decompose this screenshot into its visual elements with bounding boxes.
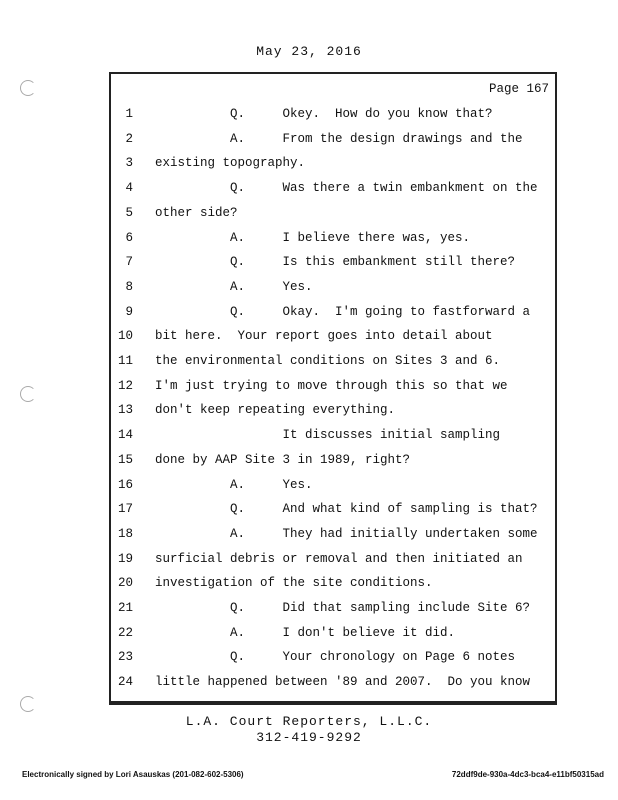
line-text: I'm just trying to move through this so that we <box>155 378 508 393</box>
line-number: 15 <box>117 452 133 467</box>
transcript-line <box>111 502 557 522</box>
electronic-signature: Electronically signed by Lori Asauskas (201-082-602-5306) <box>22 770 244 779</box>
line-text: Q. Was there a twin embankment on the <box>155 181 538 196</box>
transcript-line <box>111 156 557 176</box>
line-number: 24 <box>117 675 133 690</box>
court-reporter-name: L.A. Court Reporters, L.L.C. <box>185 714 433 729</box>
line-number: 22 <box>117 625 133 640</box>
document-id: 72ddf9de-930a-4dc3-bca4-e11bf50315ad <box>451 770 604 779</box>
transcript-date: May 23, 2016 <box>256 44 362 59</box>
line-number: 9 <box>125 304 133 319</box>
line-text: the environmental conditions on Sites 3 and 6. <box>155 354 501 368</box>
line-text: surficial debris or removal and then initiated an <box>155 551 523 566</box>
line-text: It discusses initial sampling <box>155 428 501 443</box>
transcript-line <box>111 181 557 201</box>
line-text: A. Yes. <box>155 477 313 492</box>
transcript-line <box>111 601 557 621</box>
line-number: 20 <box>117 576 133 591</box>
transcript-page <box>109 72 557 705</box>
transcript-line <box>111 132 557 152</box>
transcript-line <box>111 675 557 695</box>
line-text: A. They had initially undertaken some <box>155 526 538 541</box>
transcript-line <box>111 650 557 670</box>
transcript-line <box>111 428 557 448</box>
line-text: Q. And what kind of sampling is that? <box>155 502 538 517</box>
line-number: 3 <box>125 156 133 171</box>
line-text: A. From the design drawings and the <box>155 131 523 146</box>
line-number: 17 <box>117 502 133 517</box>
punch-hole-mark <box>20 80 36 96</box>
line-number: 8 <box>125 279 133 294</box>
transcript-line <box>111 478 557 498</box>
transcript-line <box>111 576 557 596</box>
line-number: 5 <box>125 205 133 220</box>
page-number: Page 167 <box>488 82 549 96</box>
transcript-line <box>111 305 557 325</box>
transcript-line <box>111 527 557 547</box>
line-number: 21 <box>117 601 133 615</box>
line-number: 6 <box>125 230 133 245</box>
line-number: 14 <box>117 428 133 443</box>
transcript-line <box>111 329 557 349</box>
line-number: 1 <box>125 107 133 121</box>
court-reporter-phone: 312-419-9292 <box>256 730 362 745</box>
punch-hole-mark <box>20 386 36 402</box>
transcript-line <box>111 403 557 423</box>
line-number: 23 <box>117 650 133 665</box>
line-text: existing topography. <box>155 156 306 171</box>
line-text: done by AAP Site 3 in 1989, right? <box>155 452 411 467</box>
transcript-line <box>111 255 557 275</box>
transcript-line <box>111 379 557 399</box>
transcript-line <box>111 552 557 572</box>
transcript-line <box>111 231 557 251</box>
line-number: 18 <box>117 526 133 541</box>
line-text: Q. Okey. How do you know that? <box>155 107 493 121</box>
line-number: 12 <box>117 378 133 393</box>
line-text: A. I don't believe it did. <box>155 625 456 640</box>
line-number: 2 <box>125 131 133 146</box>
transcript-line <box>111 354 557 374</box>
line-number: 19 <box>117 551 133 566</box>
transcript-line <box>111 280 557 300</box>
line-number: 4 <box>125 181 133 196</box>
punch-hole-mark <box>20 696 36 712</box>
line-number: 13 <box>117 403 133 418</box>
line-text: don't keep repeating everything. <box>155 403 396 418</box>
line-text: Q. Your chronology on Page 6 notes <box>155 650 516 665</box>
transcript-line <box>111 626 557 646</box>
line-number: 16 <box>117 477 133 492</box>
line-text: bit here. Your report goes into detail about <box>155 329 493 344</box>
transcript-line <box>111 107 557 127</box>
line-number: 10 <box>117 329 133 344</box>
transcript-line <box>111 453 557 473</box>
line-text: investigation of the site conditions. <box>155 576 433 591</box>
transcript-line <box>111 206 557 226</box>
line-text: A. Yes. <box>155 279 313 294</box>
line-text: little happened between '89 and 2007. Do you know <box>155 675 531 690</box>
line-text: Q. Did that sampling include Site 6? <box>155 601 531 615</box>
line-number: 11 <box>117 354 133 368</box>
line-text: other side? <box>155 205 238 220</box>
line-text: A. I believe there was, yes. <box>155 230 471 245</box>
line-number: 7 <box>125 255 133 270</box>
line-text: Q. Is this embankment still there? <box>155 255 516 270</box>
line-text: Q. Okay. I'm going to fastforward a <box>155 304 531 319</box>
